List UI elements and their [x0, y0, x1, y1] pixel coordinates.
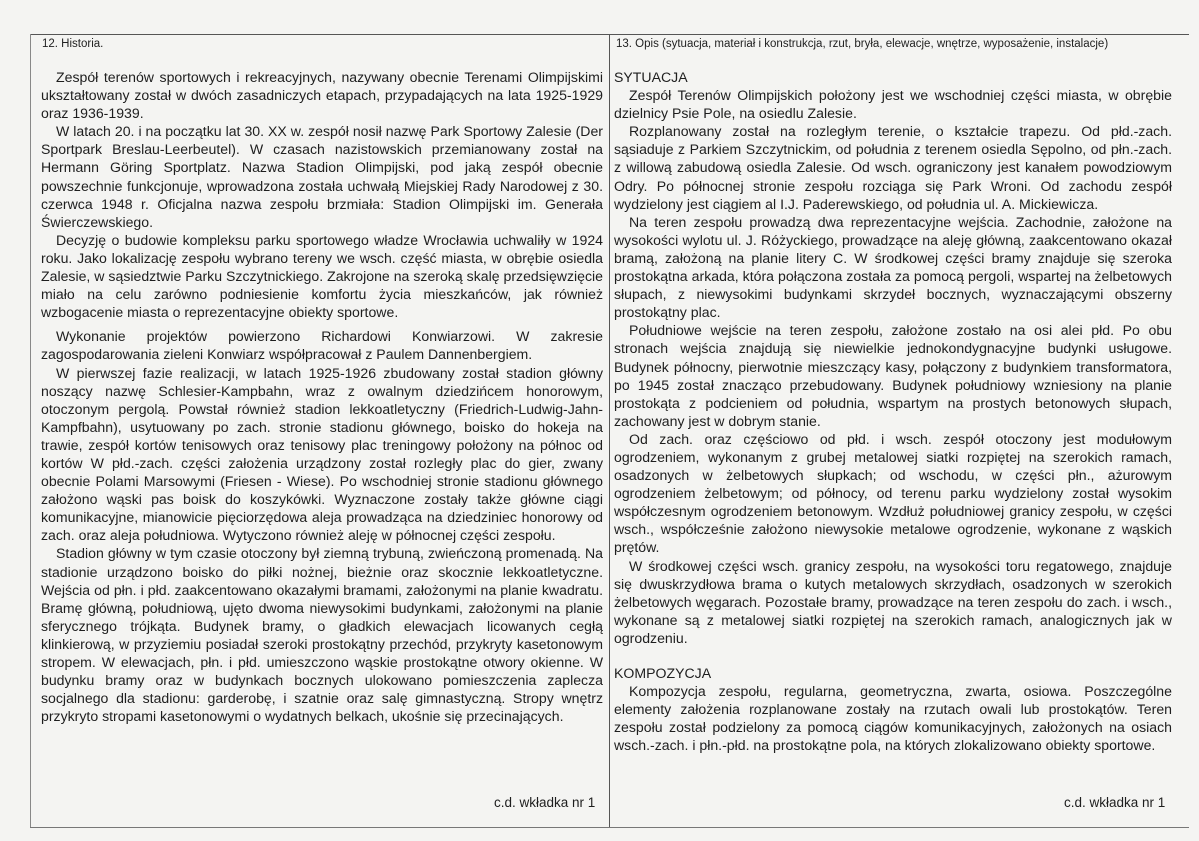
sytuacja-paragraph-1: Zespół Terenów Olimpijskich położony jest we wschodniej części miasta, w obrębie dzielnicy Psie Pole, na osiedlu Zalesie. [614, 87, 1172, 122]
history-paragraph-2: W latach 20. i na początku lat 30. XX w. zespół nosił nazwę Park Sportowy Zalesie (Der Sportpark Breslau-Leerbeutel). W czasach nazistowskich przemianowany został na Hermann Göring Sportplatz. Nazwa Stadion Olimpijski, pod jaką zespół obecnie powszechnie funkcjonuje, wprowadzona została uchwałą Miejskiej Rady Narodowej z 30. czerwca 1948 r. Oficjalna nazwa zespołu brzmiała: Stadion Olimpijski im. Generała Świerczewskiego. [41, 123, 603, 230]
bottom-rule [30, 827, 1189, 828]
history-paragraph-6: Stadion główny w tym czasie otoczony był ziemną trybuną, zwieńczoną promenadą. Na stadionie urządzono boisko do piłki nożnej, bieżnie oraz skocznie lekkoatletyczne. Wejścia od płn. i płd. zaakcentowano okazałymi bramami, założonymi na planie kwadratu. Bramę główną, południową, ujęto dwoma niewysokimi budynkami, założonymi na planie sferycznego trójkąta. Budynek bramy, o gładkich elewacjach licowanych cegłą klinkierową, w przyziemiu posiadał szeroki prostokątny przechód, przykryty kasetonowym stropem. W elewacjach, płn. i płd. umieszczono wąskie prostokątne otwory okienne. W budynku bramy oraz w budynkach bocznych ulokowano pomieszczenia zaplecza socjalnego dla stadionu: garderobę, i szatnie oraz salę gimnastyczną. Stropy wnętrz przykryto stropami kasetonowymi o wydatnych belkach, ukośnie się przecinających. [41, 545, 603, 725]
history-paragraph-5: W pierwszej fazie realizacji, w latach 1925-1926 zbudowany został stadion główny noszący nazwę Schlesier-Kampbahn, wraz z owalnym dziedzińcem honorowym, otoczonym pergolą. Powstał również stadion lekkoatletyczny (Friedrich-Ludwig-Jahn-Kampfbahn), usytuowany po zach. stronie stadionu głównego, boisko do hokeja na trawie, zespół kortów tenisowych oraz tenisowy plac treningowy położony na północ od kortów W płd.-zach. części założenia urządzony został rozległy plac do gier, zwany obecnie Polami Marsowymi (Friesen - Wiese). Po wschodniej stronie stadionu głównego założono wąski pas boisk do koszykówki. Wyznaczone zostały także główne ciągi komunikacyjne, mianowicie pięciorzędowa aleja prowadząca na dziedziniec honorowy od zach. oraz aleja południowa. Wytyczono również aleję w północnej części zespołu. [41, 364, 603, 544]
section-title-sytuacja: SYTUACJA [614, 69, 688, 85]
right-continuation-note: c.d. wkładka nr 1 [1064, 795, 1166, 810]
sytuacja-paragraph-3: Na teren zespołu prowadzą dwa reprezentacyjne wejścia. Zachodnie, założone na wysokości wylotu ul. J. Różyckiego, prowadzące na aleję główną, zaakcentowano okazał bramą, założoną na planie litery C. W środkowej części bramy znajduje się szeroka prostokątna arkada, która połączona została za pomocą pergoli, wspartej na żelbetowych słupach, z niewysokimi budynkami skrzydeł bocznych, wyznaczającymi obszerny prostokątny plac. [614, 213, 1172, 321]
history-paragraph-4: Wykonanie projektów powierzono Richardowi Konwiarzowi. W zakresie zagospodarowania zieleni Konwiarz współpracował z Paulem Dannenbergiem. [41, 328, 603, 363]
sytuacja-paragraph-5: Od zach. oraz częściowo od płd. i wsch. zespół otoczony jest modułowym ogrodzeniem, wykonanym z grubej metalowej siatki rozpiętej na szerokich ramach, osadzonych w żelbetowych słupkach; od wschodu, w części płn., ażurowym ogrodzeniem żelbetowym; od północy, od terenu parku wydzielony został wysokim współczesnym ogrodzeniem betonowym. Wzdłuż południowej granicy zespołu, w części wsch., współcześnie założono niewysokie metalowe ogrodzenie, wykonane z wąskich prętów. [614, 430, 1172, 556]
history-column [41, 68, 603, 725]
section-12-header: 12. Historia. [42, 38, 104, 50]
history-paragraph-3: Decyzję o budowie kompleksu parku sportowego władze Wrocławia uchwaliły w 1924 roku. Jako lokalizację zespołu wybrano tereny we wsch. część miasta, w obrębie osiedla Zalesie, w sąsiedztwie Parku Szczytnickiego. Zakrojone na szeroką skalę przedsięwzięcie miało na celu zarówno podniesienie komfortu życia mieszkańców, jak również wzbogacenie miasta o reprezentacyjne obiekty sportowe. [41, 231, 603, 321]
left-border-rule [30, 34, 31, 827]
sytuacja-paragraph-2: Rozplanowany został na rozległym terenie, o kształcie trapezu. Od płd.-zach. sąsiaduje z Parkiem Szczytnickim, od południa z terenem osiedla Sępolno, od płn.-zach. z willową zabudową osiedla Zalesie. Od wsch. ograniczony jest kanałem powodziowym Odry. Po północnej stronie zespołu rozciąga się Park Wroni. Od zachodu zespół wydzielony jest ciągiem al I.J. Paderewskiego, od południa ul. A. Mickiewicza. [614, 123, 1172, 212]
column-divider [609, 34, 610, 827]
kompozycja-paragraph-1: Kompozycja zespołu, regularna, geometryczna, zwarta, osiowa. Poszczególne elementy założenia rozplanowane zostały na rzutach owali lub prostokątów. Teren zespołu został podzielony za pomocą ciągów komunikacyjnych, założonych na osiach wsch.-zach. i płn.-płd. na prostokątne pola, na których zlokalizowano obiekty sportowe. [614, 683, 1172, 754]
section-13-header: 13. Opis (sytuacja, materiał i konstrukcja, rzut, bryła, elewacje, wnętrze, wyposażenie, instalacje) [616, 38, 1109, 50]
description-column [614, 68, 1172, 754]
left-continuation-note: c.d. wkładka nr 1 [494, 795, 596, 810]
section-title-kompozycja: KOMPOZYCJA [614, 665, 712, 681]
history-paragraph-1: Zespół terenów sportowych i rekreacyjnych, nazywany obecnie Terenami Olimpijskimi ukształtowany został w dwóch zasadniczych etapach, przypadających na lata 1925-1929 oraz 1936-1939. [41, 69, 603, 122]
sytuacja-paragraph-4: Południowe wejście na teren zespołu, założone zostało na osi alei płd. Po obu stronach wejścia znajdują się niewielkie jednokondygnacyjne budynki usługowe. Budynek północny, pierwotnie mieszczący kasy, połączony z budynkiem transformatora, po 1945 został znacząco przebudowany. Budynek południowy wzniesiony na planie prostokąta z podcieniem od południa, wspartym na prostych betonowych słupach, zachowany jest w dobrym stanie. [614, 322, 1172, 429]
sytuacja-paragraph-6: W środkowej części wsch. granicy zespołu, na wysokości toru regatowego, znajduje się dwuskrzydłowa brama o kutych metalowych skrzydłach, osadzonych w szerokich żelbetowych węgarach. Pozostałe bramy, prowadzące na teren zespołu do zach. i wsch., wykonane są z metalowej siatki rozpiętej na szerokich ramach, analogicznych jak w ogrodzeniu. [614, 557, 1172, 646]
